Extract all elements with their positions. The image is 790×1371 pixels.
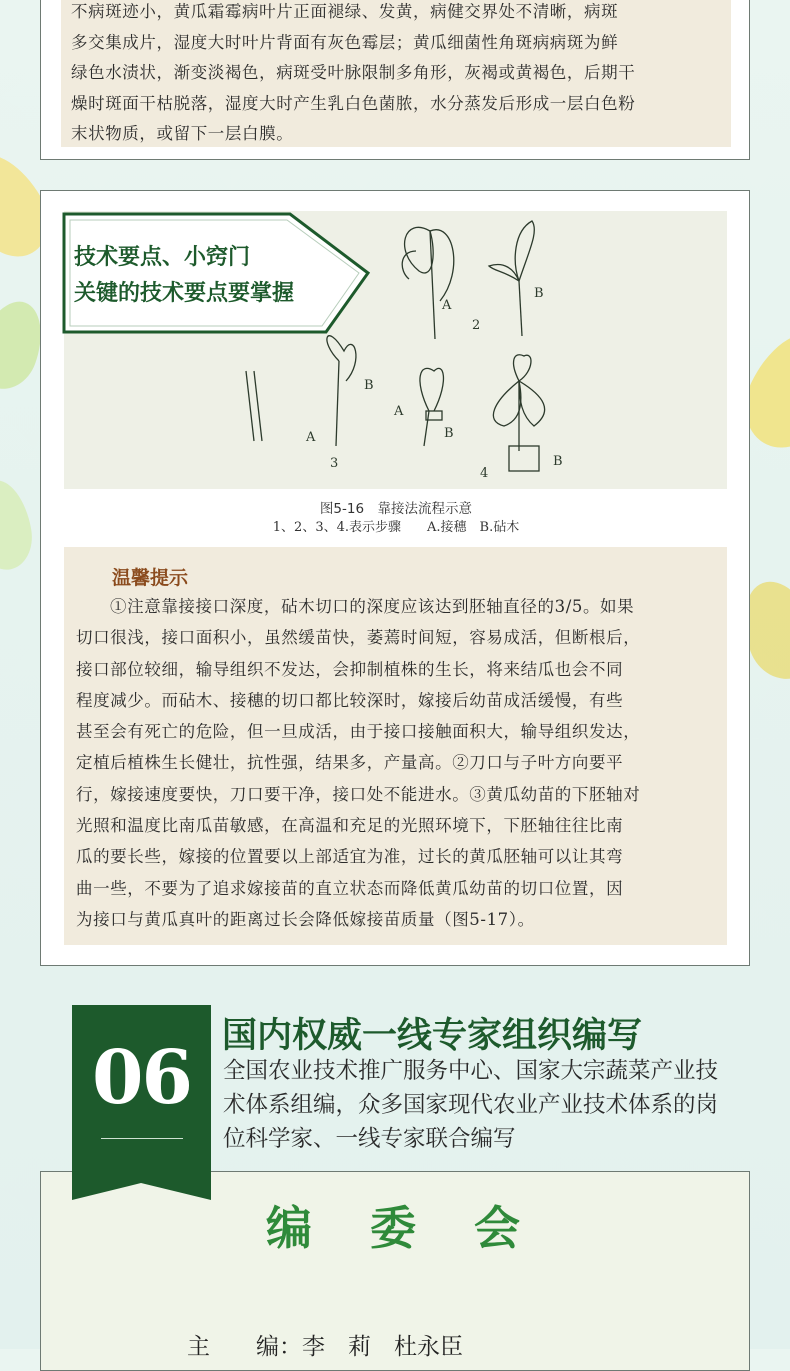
figure-label-a3: A: [306, 430, 316, 445]
tip-title: 温馨提示: [112, 567, 189, 589]
committee-chief-editor: 主 编：李 莉 杜永臣: [187, 1334, 463, 1360]
top-text-panel: [40, 0, 750, 160]
number-underline: [101, 1138, 183, 1139]
section-heading: 国内权威一线专家组织编写: [222, 1016, 643, 1056]
tip-line: 瓜的要长些，嫁接的位置要以上部适宜为准，过长的黄瓜胚轴可以让其弯: [76, 847, 624, 867]
tip-line: 切口很浅，接口面积小，虽然缓苗快，萎蔫时间短，容易成活，但断根后，: [76, 628, 641, 648]
figure-label-a3b: A: [394, 404, 404, 419]
top-text-line: 多交集成片，湿度大时叶片背面有灰色霉层；黄瓜细菌性角斑病病斑为鲜: [71, 32, 619, 52]
tip-line: 为接口与黄瓜真叶的距离过长会降低嫁接苗质量（图5-17）。: [76, 909, 535, 929]
top-text-line: 燥时斑面干枯脱落，湿度大时产生乳白色菌脓，水分蒸发后形成一层白色粉: [71, 93, 636, 113]
figure-label-b1: B: [534, 286, 544, 301]
figure-label-step4: 4: [480, 466, 489, 481]
section-description: [223, 1054, 773, 1156]
figure-caption-sub: 1、2、3、4.表示步骤 A.接穗 B.砧木: [272, 520, 520, 535]
section-desc-line: 位科学家、一线专家联合编写: [223, 1126, 516, 1152]
banner-shape: [62, 212, 372, 334]
tip-line: 行，嫁接速度要快，刀口要干净，接口处不能进水。③黄瓜幼苗的下胚轴对: [76, 784, 641, 804]
banner-line-1: 技术要点、小窍门: [74, 245, 251, 270]
figure-label-step3: 3: [330, 456, 339, 471]
tip-line: 曲一些，不要为了追求嫁接苗的直立状态而降低黄瓜幼苗的切口位置，因: [76, 878, 624, 898]
section-desc-line: 术体系组编，众多国家现代农业产业技术体系的岗: [223, 1092, 719, 1118]
figure-label-step2: 2: [472, 318, 481, 333]
figure-label-b3: B: [364, 378, 374, 393]
committee-panel: [40, 1171, 750, 1371]
figure-label-b4: B: [553, 454, 563, 469]
top-text-line: 末状物质，或留下一层白膜。: [71, 124, 294, 143]
tip-line: ①注意靠接接口深度，砧木切口的深度应该达到胚轴直径的3/5。如果: [110, 597, 635, 616]
tip-line: 程度减少。而砧木、接穗的切口都比较深时，嫁接后幼苗成活缓慢，有些: [76, 690, 624, 710]
decor-leaf-green: [0, 476, 37, 574]
figure-label-a1: A: [442, 298, 452, 313]
top-text-line: 不病斑迹小，黄瓜霜霉病叶片正面褪绿、发黄，病健交界处不清晰，病斑: [71, 2, 619, 21]
tip-box: [64, 547, 727, 945]
section-desc-line: 全国农业技术推广服务中心、国家大宗蔬菜产业技: [223, 1058, 719, 1084]
tip-line: 定植后植株生长健壮，抗性强，结果多，产量高。②刀口与子叶方向要平: [76, 753, 624, 773]
top-text-line: 绿色水渍状，渐变淡褐色，病斑受叶脉限制多角形，灰褐或黄褐色，后期干: [71, 63, 636, 82]
top-text-content: [71, 0, 731, 150]
figure-panel: [40, 190, 750, 966]
tip-line: 接口部位较细，输导组织不发达，会抑制植株的生长，将来结瓜也会不同: [76, 659, 624, 679]
tech-banner: [62, 212, 372, 334]
tip-text: [76, 591, 721, 935]
banner-line-2: 关键的技术要点要掌握: [74, 281, 295, 306]
section-06: [0, 990, 790, 1360]
tip-line: 甚至会有死亡的危险，但一旦成活，由于接口接触面积大，输导组织发达，: [76, 722, 641, 742]
number-ribbon: [72, 1005, 211, 1200]
section-number: 06: [92, 1035, 191, 1121]
tip-line: 光照和温度比南瓜苗敏感，在高温和充足的光照环境下，下胚轴往往比南: [76, 816, 624, 836]
committee-title: 编 委 会: [266, 1201, 526, 1255]
figure-caption-title: 图5-16 靠接法流程示意: [319, 501, 473, 517]
figure-label-b3b: B: [444, 426, 454, 441]
